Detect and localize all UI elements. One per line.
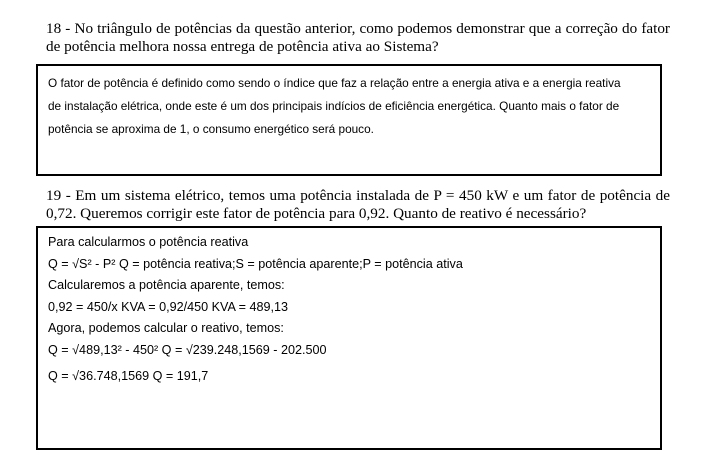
answer-19-line-6: Q = √489,13² - 450² Q = √239.248,1569 - 202.500 [48,342,327,357]
answer-19-box[interactable] [36,226,662,450]
answer-19-line-5: Agora, podemos calcular o reativo, temos: [48,321,284,336]
answer-19-line-2: Q = √S² - P² Q = potência reativa;S = potência aparente;P = potência ativa [48,256,463,271]
question-18-text: 18 - No triângulo de potências da questão anterior, como podemos demonstrar que a correção do fator de potência melhora nossa entrega de potência ativa ao Sistema? [46,20,670,55]
answer-18-line-2: de instalação elétrica, onde este é um dos principais indícios de eficiência energética. Quanto mais o fator de [48,99,620,113]
answer-18-line-3: potência se aproxima de 1, o consumo energético será pouco. [48,122,374,136]
answer-19-line-3: Calcularemos a potência aparente, temos: [48,278,285,293]
answer-18-line-1: O fator de potência é definido como sendo o índice que faz a relação entre a energia ativa e a energia reativa [48,76,621,90]
answer-19-line-4: 0,92 = 450/x KVA = 0,92/450 KVA = 489,13 [48,299,289,314]
answer-18-box[interactable] [36,64,662,176]
answer-19-line-7: Q = √36.748,1569 Q = 191,7 [48,368,209,383]
answer-19-line-1: Para calcularmos o potência reativa [48,235,249,249]
question-19-text: 19 - Em um sistema elétrico, temos uma potência instalada de P = 450 kW e um fator de potência de 0,72. Queremos corrigir este fator de potência para 0,92. Quanto de reativo é necessário? [46,187,670,222]
